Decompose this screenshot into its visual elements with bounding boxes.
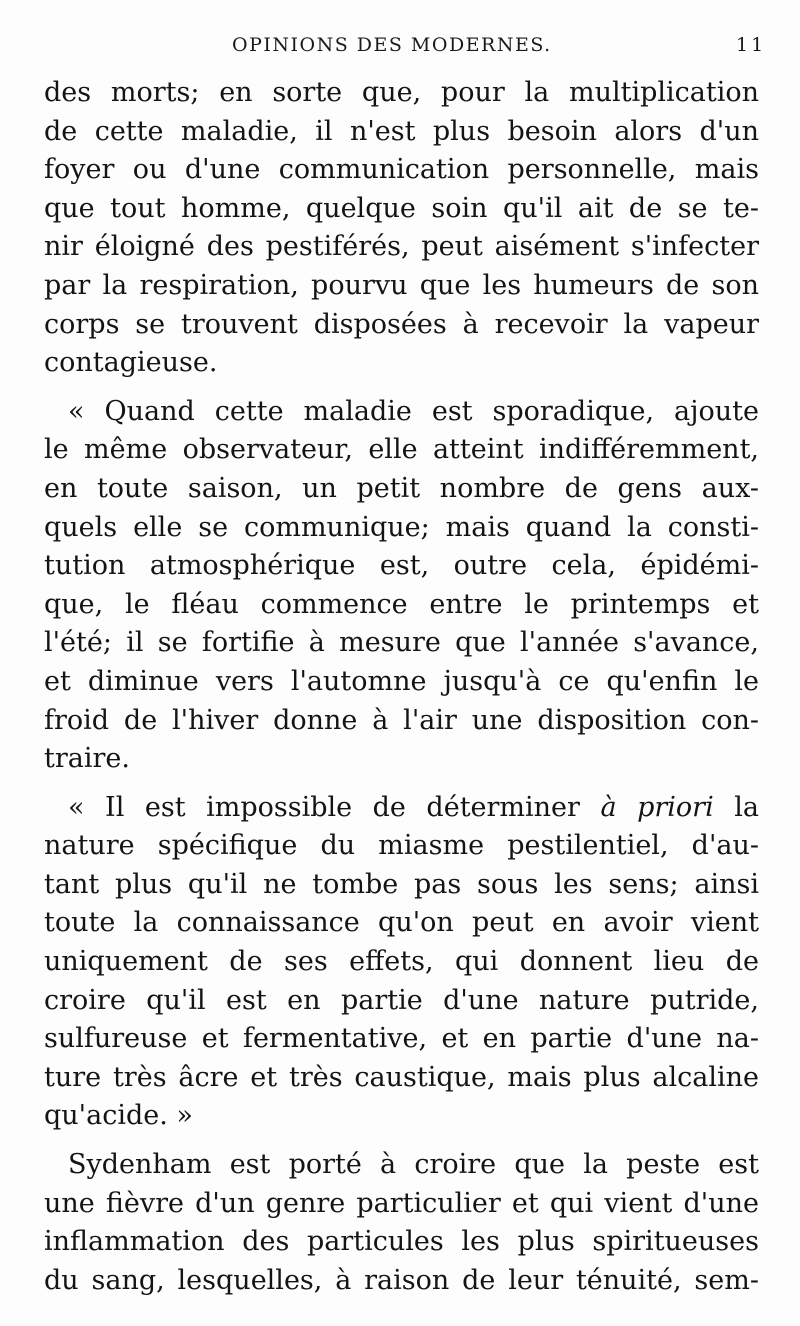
text-line: et diminue vers l'automne jusqu'à ce qu'enfin le bbox=[44, 665, 759, 697]
text-run: « Il est impossible de déterminer bbox=[68, 791, 601, 823]
text-line: nature spécifique du miasme pestilentiel, d'au- bbox=[44, 830, 759, 862]
text-line: l'été; il se fortifie à mesure que l'année s'avance, bbox=[44, 627, 759, 659]
text-line: du sang, lesquelles, à raison de leur ténuité, sem- bbox=[44, 1264, 759, 1296]
text-line: traire. bbox=[44, 743, 130, 775]
text-line: en toute saison, un petit nombre de gens aux- bbox=[44, 472, 759, 504]
text-line: foyer ou d'une communication personnelle, mais bbox=[44, 154, 759, 186]
text-line: le même observateur, elle atteint indifféremment, bbox=[44, 434, 759, 466]
text-line: ture très âcre et très caustique, mais plus alcaline bbox=[44, 1061, 759, 1093]
text-line: nir éloigné des pestiférés, peut aisément s'infecter bbox=[44, 231, 759, 263]
text-line bbox=[44, 789, 759, 828]
text-line: croire qu'il est en partie d'une nature putride, bbox=[44, 984, 759, 1016]
text-line: de cette maladie, il n'est plus besoin alors d'un bbox=[44, 115, 759, 147]
text-run: la bbox=[713, 791, 759, 823]
text-line: tant plus qu'il ne tombe pas sous les sens; ainsi bbox=[44, 868, 759, 900]
page-number: 11 bbox=[736, 34, 767, 56]
text-line: contagieuse. bbox=[44, 347, 218, 379]
text-line: quels elle se communique; mais quand la consti- bbox=[44, 511, 759, 543]
text-line: que tout homme, quelque soin qu'il ait de se te- bbox=[44, 192, 759, 224]
text-line: corps se trouvent disposées à recevoir la vapeur bbox=[44, 308, 759, 340]
text-line: sulfureuse et fermentative, et en partie d'une na- bbox=[44, 1023, 759, 1055]
text-line: tution atmosphérique est, outre cela, épidémi- bbox=[44, 550, 759, 582]
text-line: qu'acide. » bbox=[44, 1100, 193, 1132]
text-line: froid de l'hiver donne à l'air une disposition con- bbox=[44, 704, 759, 736]
running-title: OPINIONS DES MODERNES. bbox=[232, 34, 552, 56]
text-line: inflammation des particules les plus spiritueuses bbox=[44, 1226, 759, 1258]
text-line: toute la connaissance qu'on peut en avoir vient bbox=[44, 907, 759, 939]
text-line: « Quand cette maladie est sporadique, ajoute bbox=[68, 395, 759, 427]
text-line: une fièvre d'un genre particulier et qui vient d'une bbox=[44, 1187, 759, 1219]
italic-phrase: à priori bbox=[600, 791, 714, 823]
text-line: que, le fléau commence entre le printemps et bbox=[44, 588, 759, 620]
text-line: Sydenham est porté à croire que la peste est bbox=[68, 1149, 759, 1181]
text-line: uniquement de ses effets, qui donnent lieu de bbox=[44, 946, 759, 978]
text-line: des morts; en sorte que, pour la multiplication bbox=[44, 77, 759, 108]
running-header bbox=[0, 34, 800, 64]
body-text bbox=[44, 74, 759, 1300]
text-line: par la respiration, pourvu que les humeurs de son bbox=[44, 269, 759, 301]
